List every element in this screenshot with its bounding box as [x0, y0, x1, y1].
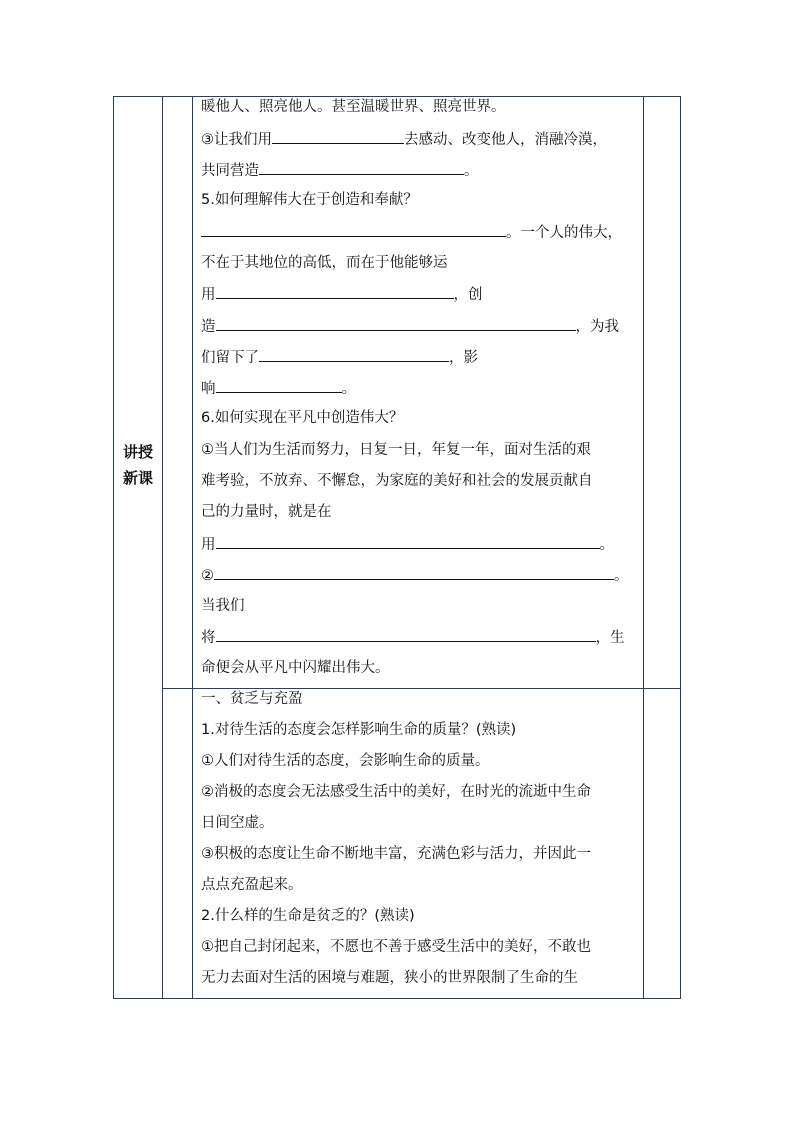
section-heading — [201, 689, 303, 709]
text-span: 点点充盈起来。 — [201, 877, 303, 893]
fill-blank — [216, 284, 454, 299]
fill-blank — [272, 129, 404, 144]
text-line — [201, 253, 448, 273]
text-line — [201, 160, 479, 181]
text-span: ，为我 — [575, 319, 619, 335]
text-span: 6.如何实现在平凡中创造伟大？ — [201, 410, 404, 426]
text-span: 1.对待生活的态度会怎样影响生命的质量？(熟读) — [201, 722, 517, 738]
fill-blank — [259, 347, 449, 362]
text-line — [201, 534, 614, 555]
text-line — [201, 378, 356, 399]
text-line — [201, 968, 578, 988]
text-line — [201, 284, 483, 305]
text-span: ，生 — [595, 630, 625, 646]
table-border-left — [113, 96, 114, 999]
text-line — [201, 751, 490, 771]
text-line — [201, 565, 629, 586]
text-span: 命便会从平凡中闪耀出伟大。 — [201, 660, 390, 676]
text-span: 不在于其地位的高低，而在于他能够运 — [201, 255, 448, 271]
text-span: 。 — [614, 568, 629, 584]
text-span: ③让我们用 — [201, 132, 272, 148]
table-border-bottom — [113, 998, 681, 999]
text-span: ①当人们为生活而努力，日复一日，年复一年，面对生活的艰 — [201, 442, 591, 458]
text-line — [201, 937, 591, 957]
text-span: 将 — [201, 630, 216, 646]
text-span: ，影 — [449, 350, 478, 366]
text-line — [201, 844, 591, 864]
text-line — [201, 596, 245, 616]
text-line — [201, 658, 390, 678]
text-line — [201, 782, 591, 802]
text-span: ②消极的态度会无法感受生活中的美好，在时光的流逝中生命 — [201, 784, 591, 800]
text-span: ①人们对待生活的态度，会影响生命的质量。 — [201, 753, 490, 769]
section-label-line1: 讲授 — [122, 443, 153, 461]
text-line — [201, 347, 478, 368]
text-span: 共同营造 — [201, 163, 259, 179]
text-line — [201, 316, 619, 337]
fill-blank — [216, 316, 576, 331]
table-divider-1 — [162, 96, 163, 999]
text-span: 去感动、改变他人，消融冷漠， — [404, 132, 607, 148]
table-border-right — [680, 96, 681, 999]
text-span: 。 — [599, 537, 614, 553]
text-span: 一、贫乏与充盈 — [201, 691, 303, 707]
section-label-line2: 新课 — [122, 469, 153, 487]
text-line — [201, 222, 622, 243]
text-span: 2.什么样的生命是贫乏的？(熟读) — [201, 908, 415, 924]
text-span: 难考验，不放弃、不懈怠，为家庭的美好和社会的发展贡献自 — [201, 473, 593, 489]
text-line — [201, 97, 506, 117]
text-span: 响 — [201, 381, 216, 397]
fill-blank — [216, 378, 342, 393]
text-span: 造 — [201, 319, 216, 335]
text-span: 当我们 — [201, 598, 245, 614]
table-divider-3 — [643, 96, 644, 999]
text-span: 用 — [201, 287, 216, 303]
text-line — [201, 129, 607, 150]
text-span: 用 — [201, 537, 216, 553]
text-span: 暖他人、照亮他人。甚至温暖世界、照亮世界。 — [201, 99, 506, 115]
text-span: 。 — [341, 381, 356, 397]
fill-blank — [216, 627, 596, 642]
question-5 — [201, 190, 418, 210]
text-line — [201, 875, 303, 895]
question-2 — [201, 906, 415, 926]
text-span: 5.如何理解伟大在于创造和奉献？ — [201, 192, 418, 208]
text-line — [201, 627, 625, 648]
question-6 — [201, 408, 403, 428]
text-line — [201, 813, 274, 833]
text-line — [201, 440, 591, 460]
table-divider-2 — [192, 96, 193, 999]
text-span: 们留下了 — [201, 350, 259, 366]
fill-blank — [201, 222, 506, 237]
fill-blank — [259, 160, 464, 175]
text-span: 。一个人的伟大， — [506, 225, 622, 241]
text-span: ② — [201, 568, 214, 584]
text-span: ③积极的态度让生命不断地丰富，充满色彩与活力，并因此一 — [201, 846, 591, 862]
text-span: ①把自己封闭起来，不愿也不善于感受生活中的美好，不敢也 — [201, 939, 591, 955]
text-span: 。 — [464, 163, 479, 179]
text-span: 己的力量时，就是在 — [201, 504, 332, 520]
text-span: 日间空虚。 — [201, 815, 274, 831]
text-line — [201, 471, 593, 491]
text-span: 无力去面对生活的困境与难题，狭小的世界限制了生命的生 — [201, 970, 578, 986]
question-1 — [201, 720, 516, 740]
text-span: ，创 — [453, 287, 483, 303]
fill-blank — [216, 534, 600, 549]
section-label — [114, 439, 162, 491]
fill-blank — [214, 565, 614, 580]
text-line — [201, 502, 332, 522]
